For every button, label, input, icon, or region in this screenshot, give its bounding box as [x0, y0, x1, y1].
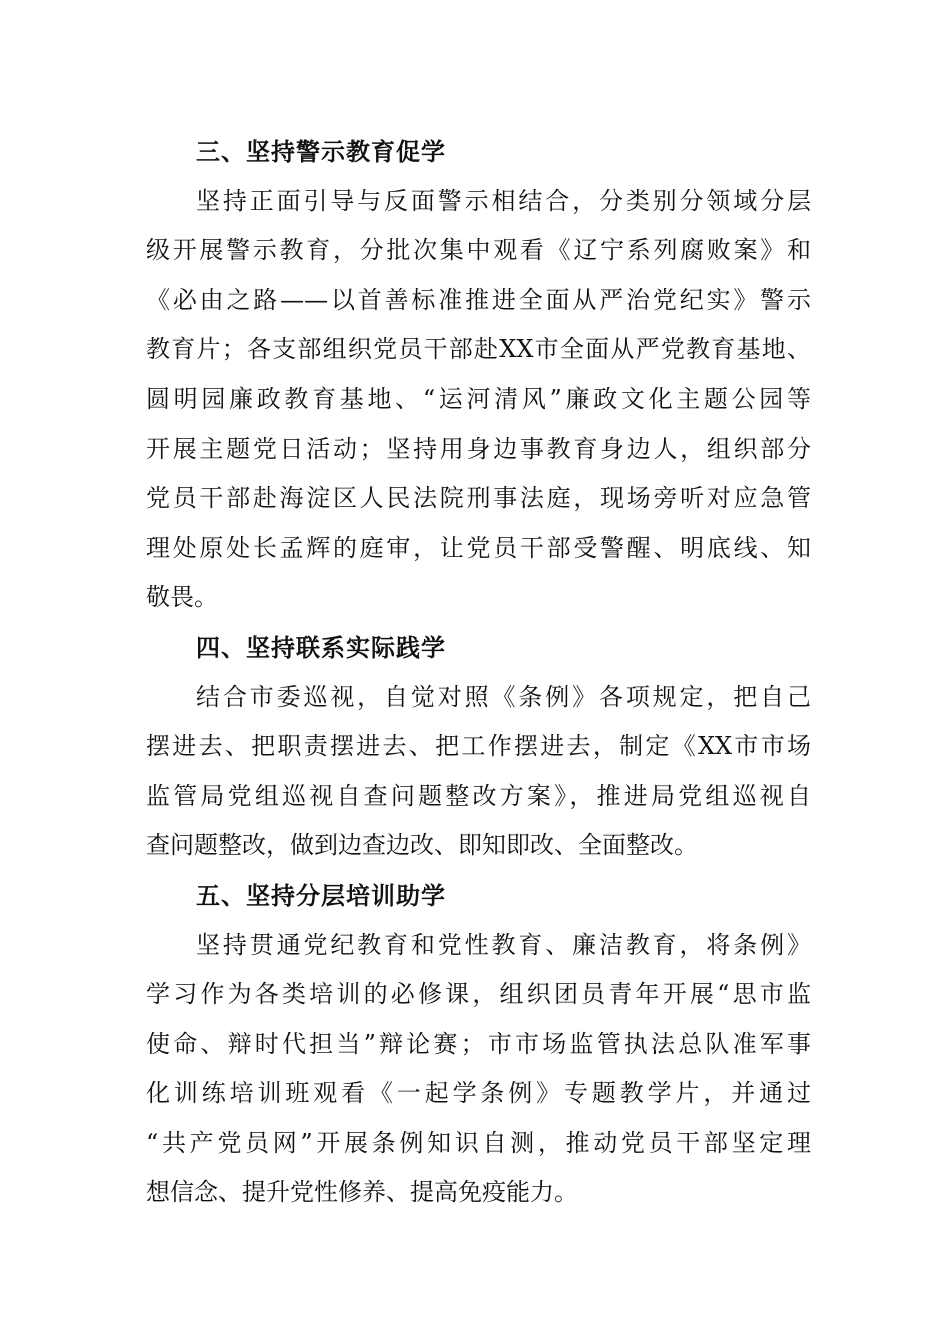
section-4-paragraph	[146, 673, 811, 871]
paragraph-line: 圆明园廉政教育基地、“运河清风”廉政文化主题公园等	[146, 384, 811, 413]
paragraph-line: 级开展警示教育，分批次集中观看《辽宁系列腐败案》和	[146, 236, 811, 265]
section-heading-5: 五、坚持分层培训助学	[196, 880, 446, 910]
paragraph-line: 学习作为各类培训的必修课，组织团员青年开展“思市监	[146, 980, 811, 1009]
section-5-paragraph	[146, 921, 811, 1219]
document-body	[146, 127, 811, 1218]
paragraph-line: 教育片；各支部组织党员干部赴XX市全面从严党教育基地、	[146, 335, 811, 364]
paragraph-line: 化训练培训班观看《一起学条例》专题教学片，并通过	[146, 1079, 811, 1108]
paragraph-line: 坚持贯通党纪教育和党性教育、廉洁教育，将条例》	[196, 930, 811, 959]
paragraph-line: 结合市委巡视，自觉对照《条例》各项规定，把自己	[196, 682, 811, 711]
section-3-paragraph	[146, 177, 811, 623]
paragraph-line: 理处原处长孟辉的庭审，让党员干部受警醒、明底线、知	[146, 533, 811, 562]
paragraph-line: 开展主题党日活动；坚持用身边事教育身边人，组织部分	[146, 434, 811, 463]
section-heading-4: 四、坚持联系实际践学	[196, 632, 446, 662]
section-heading-3: 三、坚持警示教育促学	[196, 137, 446, 166]
paragraph-line: 敬畏。	[146, 583, 218, 612]
paragraph-line: 监管局党组巡视自查问题整改方案》，推进局党组巡视自	[146, 781, 811, 810]
paragraph-line: 查问题整改，做到边查边改、即知即改、全面整改。	[146, 831, 698, 860]
paragraph-line: 摆进去、把职责摆进去、把工作摆进去，制定《XX市市场	[146, 732, 811, 761]
paragraph-line: “共产党员网”开展条例知识自测，推动党员干部坚定理	[146, 1128, 811, 1157]
paragraph-line: 想信念、提升党性修养、提高免疫能力。	[146, 1178, 578, 1207]
paragraph-line: 《必由之路——以首善标准推进全面从严治党纪实》警示	[146, 285, 811, 314]
paragraph-line: 党员干部赴海淀区人民法院刑事法庭，现场旁听对应急管	[146, 484, 811, 513]
paragraph-line: 坚持正面引导与反面警示相结合，分类别分领域分层	[196, 186, 811, 215]
paragraph-line: 使命、辩时代担当”辩论赛；市市场监管执法总队准军事	[146, 1029, 811, 1058]
